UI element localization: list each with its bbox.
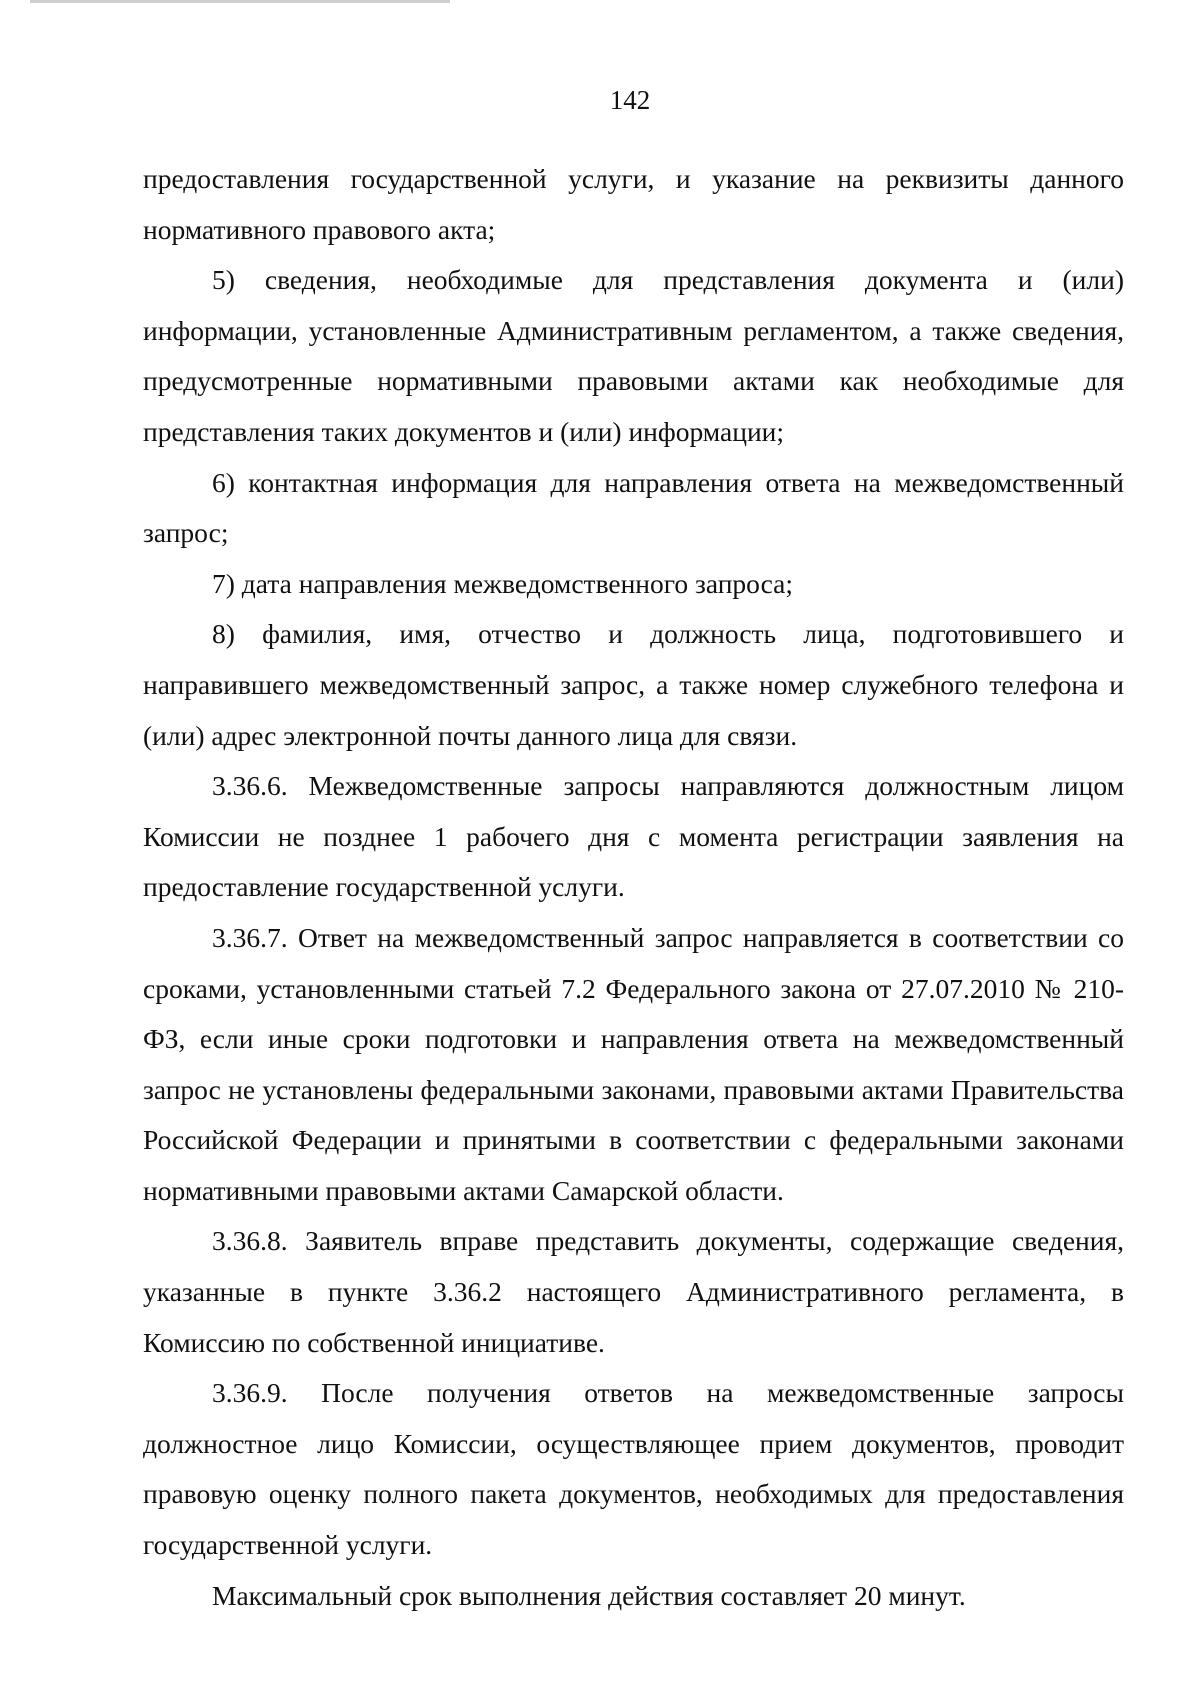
paragraph-item-5: 5) сведения, необходимые для представления документа и (или) информации, установленные Административным регламентом, а также сведения, предусмотренные нормативными правовыми актами как необходимые для представления таких документов и (или) информации; xyxy=(143,264,1124,447)
paragraph-3-36-7: 3.36.7. Ответ на межведомственный запрос направляется в соответствии со сроками, установленными статьей 7.2 Федерального закона от 27.07.2010 № 210-ФЗ, если иные сроки подготовки и направления ответа на межведомственный запрос не установлены федеральными законами, правовыми актами Правительства Российской Федерации и принятыми в соответствии с федеральными законами нормативными правовыми актами Самарской области. xyxy=(143,921,1124,1206)
scan-edge-line xyxy=(30,0,450,3)
paragraph-item-8: 8) фамилия, имя, отчество и должность лица, подготовившего и направившего межведомственный запрос, а также номер служебного телефона и (или) адрес электронной почты данного лица для связи. xyxy=(143,618,1124,751)
paragraph-item-7: 7) дата направления межведомственного запроса; xyxy=(212,567,793,599)
paragraph-3-36-8: 3.36.8. Заявитель вправе представить документы, содержащие сведения, указанные в пункте 3.36.2 настоящего Административного регламента, в Комиссию по собственной инициативе. xyxy=(143,1225,1124,1358)
paragraph-continuation: предоставления государственной услуги, и указание на реквизиты данного нормативного правового акта; xyxy=(143,163,1124,245)
document-body xyxy=(143,154,1124,1621)
paragraph-item-6: 6) контактная информация для направления ответа на межведомственный запрос; xyxy=(143,466,1124,549)
paragraph-3-36-6: 3.36.6. Межведомственные запросы направляются должностным лицом Комиссии не позднее 1 рабочего дня с момента регистрации заявления на предоставление государственной услуги. xyxy=(143,770,1124,903)
page-number: 142 xyxy=(609,85,651,115)
paragraph-3-36-9: 3.36.9. После получения ответов на межведомственные запросы должностное лицо Комиссии, осуществляющее прием документов, проводит правовую оценку полного пакета документов, необходимых для предоставления государственной услуги. xyxy=(143,1377,1124,1561)
paragraph-max-time: Максимальный срок выполнения действия составляет 20 минут. xyxy=(212,1579,966,1611)
